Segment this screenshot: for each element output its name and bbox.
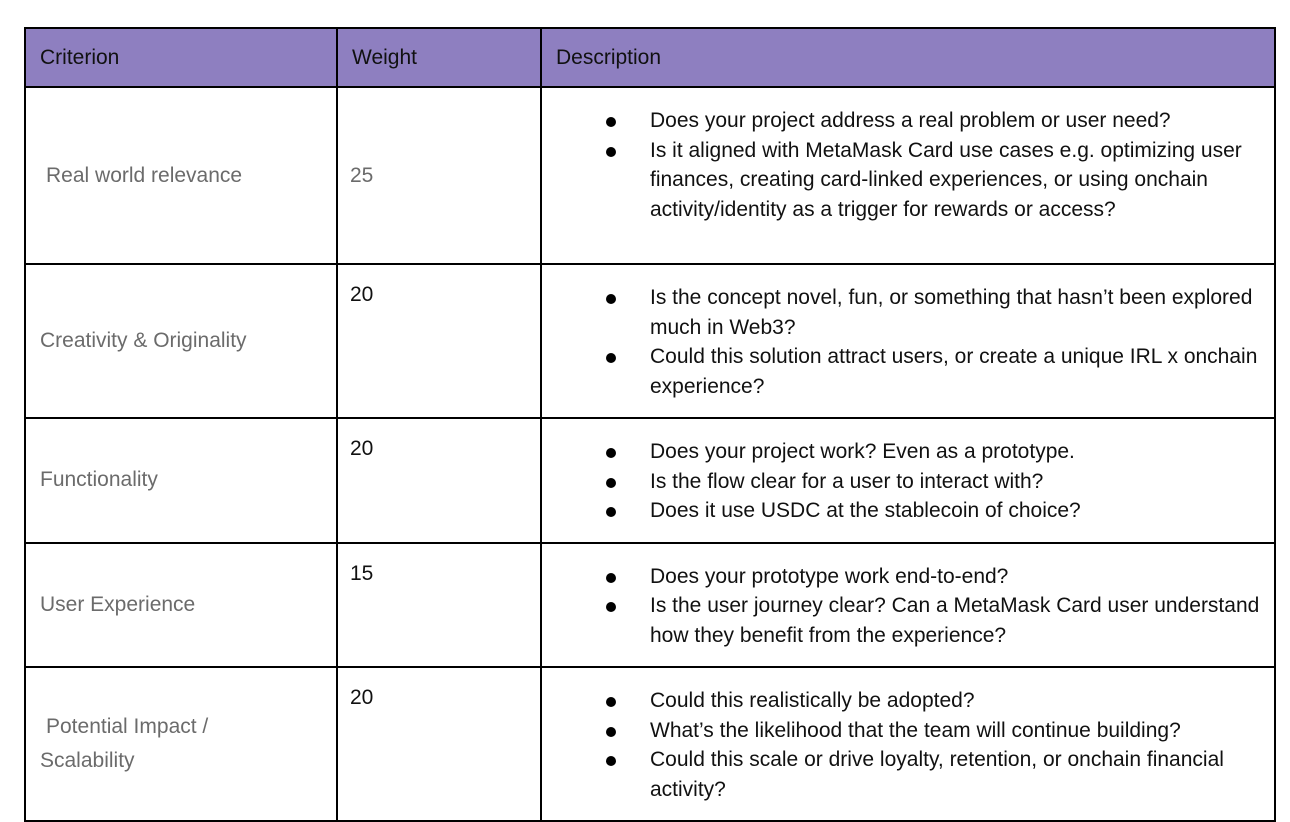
description-list [542,544,1274,667]
criterion-label: Functionality [40,468,158,492]
criterion-cell [25,264,337,418]
bullet-icon [606,573,616,583]
description-cell [541,264,1275,418]
list-item: Is the flow clear for a user to interact with? [542,467,1260,497]
description-cell [541,87,1275,264]
weight-cell [337,667,541,821]
weight-value: 25 [350,163,374,187]
description-cell [541,543,1275,668]
table-row [25,418,1275,543]
criteria-table [24,27,1276,822]
criterion-label-line-2: Scalability [40,749,135,772]
bullet-icon [606,602,616,612]
weight-cell [337,418,541,543]
bullet-icon [606,294,616,304]
criterion-cell [25,543,337,668]
header-criterion: Criterion [25,28,337,87]
table-row [25,264,1275,418]
criterion-label-line-1: Potential Impact / [46,715,209,738]
description-list [542,265,1274,417]
description-list [542,419,1274,542]
bullet-icon [606,507,616,517]
list-item: Does it use USDC at the stablecoin of choice? [542,496,1260,526]
description-list [542,88,1274,240]
table-row [25,667,1275,821]
table-header-row [25,28,1275,87]
bullet-icon [606,697,616,707]
weight-value: 20 [350,437,374,460]
list-item: Could this scale or drive loyalty, retention, or onchain financial activity? [542,745,1260,804]
weight-cell [337,543,541,668]
bullet-icon [606,756,616,766]
list-item: Does your prototype work end-to-end? [542,562,1260,592]
list-item: Does your project work? Even as a prototype. [542,437,1260,467]
description-list [542,668,1274,820]
criterion-cell [25,418,337,543]
description-cell [541,418,1275,543]
bullet-icon [606,117,616,127]
weight-cell [337,264,541,418]
criterion-label: Creativity & Originality [40,329,247,352]
list-item: Could this realistically be adopted? [542,686,1260,716]
criterion-label: Real world relevance [46,163,243,187]
list-item: Is the user journey clear? Can a MetaMask Card user understand how they benefit from the experience? [542,591,1260,650]
weight-value: 20 [350,686,374,709]
bullet-icon [606,727,616,737]
table-row [25,543,1275,668]
bullet-icon [606,478,616,488]
bullet-icon [606,147,616,157]
weight-value: 20 [350,283,374,306]
bullet-icon [606,353,616,363]
header-description: Description [541,28,1275,87]
table-row [25,87,1275,264]
criterion-cell [25,87,337,264]
criterion-cell [25,667,337,821]
weight-value: 15 [350,561,374,585]
list-item: Could this solution attract users, or create a unique IRL x onchain experience? [542,342,1260,401]
weight-cell [337,87,541,264]
bullet-icon [606,448,616,458]
list-item: Is it aligned with MetaMask Card use cases e.g. optimizing user finances, creating card-linked experiences, or using onchain activity/identity as a trigger for rewards or access? [542,136,1260,225]
criterion-label: User Experience [40,592,196,616]
description-cell [541,667,1275,821]
list-item: What’s the likelihood that the team will continue building? [542,716,1260,746]
list-item: Is the concept novel, fun, or something that hasn’t been explored much in Web3? [542,283,1260,342]
list-item: Does your project address a real problem or user need? [542,106,1260,136]
header-weight: Weight [337,28,541,87]
